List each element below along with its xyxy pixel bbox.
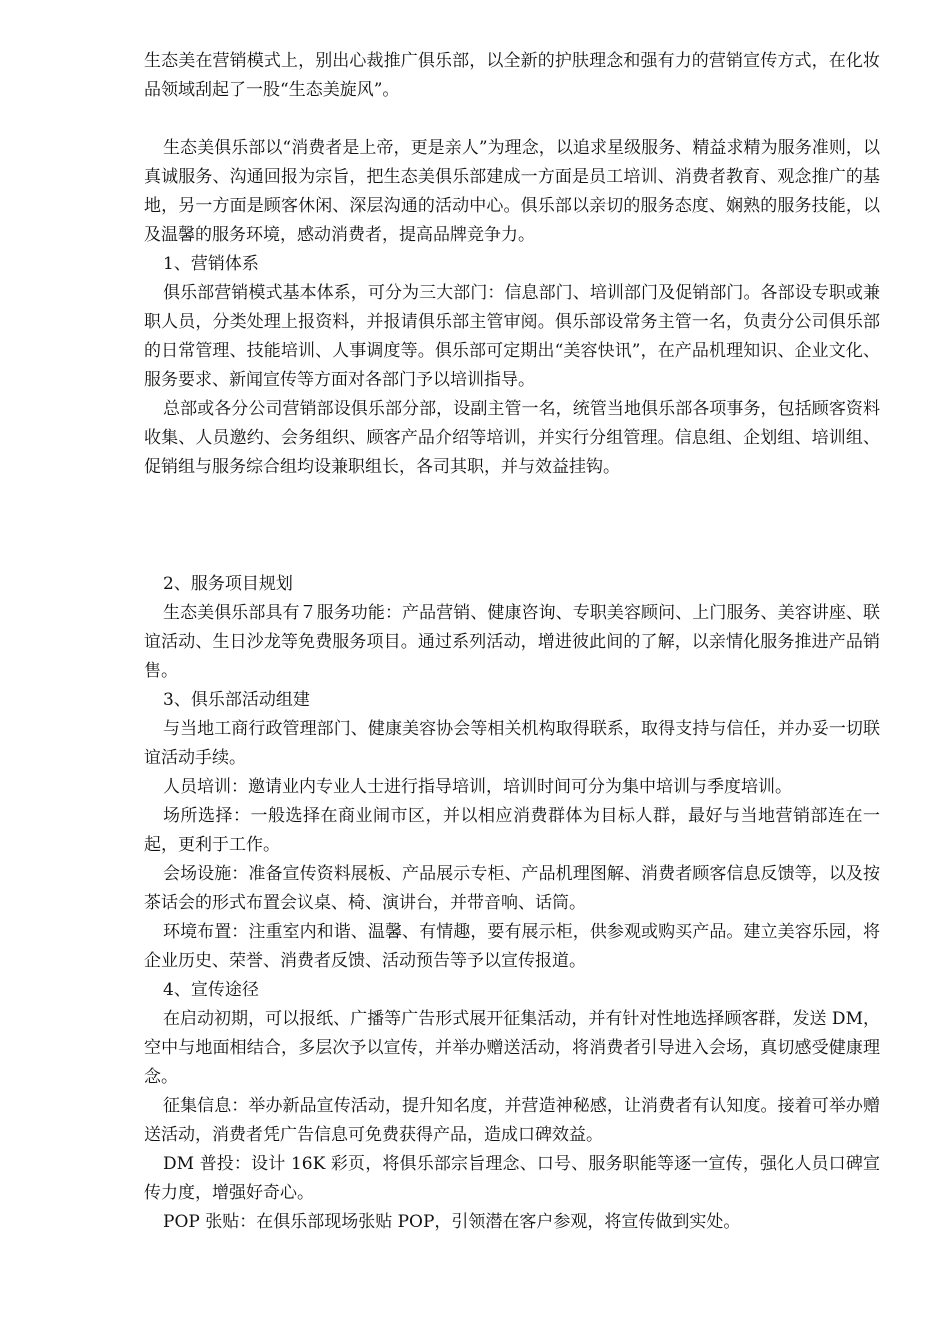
paragraph: DM 普投：设计 16K 彩页，将俱乐部宗旨理念、口号、服务职能等逐一宣传，强化人员口碑宣传力度，增强好奇心。 [144, 1154, 880, 1203]
section-heading-service-planning: 2、服务项目规划 [163, 574, 293, 594]
spacer [144, 482, 880, 570]
paragraph: 总部或各分公司营销部设俱乐部分部，设副主管一名，统管当地俱乐部各项事务，包括顾客资料收集、人员邀约、会务组织、顾客产品介绍等培训，并实行分组管理。信息组、企划组、培训组、促销组与服务综合组均设兼职组长，各司其职，并与效益挂钩。 [144, 399, 880, 477]
paragraph: 会场设施：准备宣传资料展板、产品展示专柜、产品机理图解、消费者顾客信息反馈等，以及按茶话会的形式布置会议桌、椅、演讲台，并带音响、话筒。 [144, 864, 880, 913]
paragraph: 在启动初期，可以报纸、广播等广告形式展开征集活动，并有针对性地选择顾客群，发送 DM，空中与地面相结合，多层次予以宣传，并举办赠送活动，将消费者引导进入会场，真切感受健康理念。 [144, 1009, 880, 1087]
document-page [144, 47, 880, 1237]
paragraph: 环境布置：注重室内和谐、温馨、有情趣，要有展示柜，供参观或购买产品。建立美容乐园，将企业历史、荣誉、消费者反馈、活动预告等予以宣传报道。 [144, 922, 880, 971]
paragraph: 与当地工商行政管理部门、健康美容协会等相关机构取得联系，取得支持与信任，并办妥一切联谊活动手续。 [144, 719, 880, 768]
section-heading-club-activities: 3、俱乐部活动组建 [163, 690, 310, 710]
paragraph: 生态美俱乐部具有７服务功能：产品营销、健康咨询、专职美容顾问、上门服务、美容讲座、联谊活动、生日沙龙等免费服务项目。通过系列活动，增进彼此间的了解，以亲情化服务推进产品销售。 [144, 603, 880, 681]
paragraph: 场所选择：一般选择在商业闹市区，并以相应消费群体为目标人群，最好与当地营销部连在一起，更利于工作。 [144, 806, 880, 855]
paragraph: 征集信息：举办新品宣传活动，提升知名度，并营造神秘感，让消费者有认知度。接着可举办赠送活动，消费者凭广告信息可免费获得产品，造成口碑效益。 [144, 1096, 880, 1145]
spacer [144, 105, 880, 134]
paragraph: POP 张贴：在俱乐部现场张贴 POP，引领潜在客户参观，将宣传做到实处。 [163, 1212, 741, 1232]
section-heading-promotion-channels: 4、宣传途径 [163, 980, 259, 1000]
intro-paragraph: 生态美在营销模式上，别出心裁推广俱乐部，以全新的护肤理念和强有力的营销宣传方式，在化妆品领域刮起了一股“生态美旋风”。 [144, 51, 880, 100]
club-philosophy-paragraph: 生态美俱乐部以“消费者是上帝，更是亲人”为理念，以追求星级服务、精益求精为服务准则，以真诚服务、沟通回报为宗旨，把生态美俱乐部建成一方面是员工培训、消费者教育、观念推广的基地，另一方面是顾客休闲、深层沟通的活动中心。俱乐部以亲切的服务态度、娴熟的服务技能，以及温馨的服务环境，感动消费者，提高品牌竞争力。 [144, 138, 880, 245]
paragraph: 俱乐部营销模式基本体系，可分为三大部门：信息部门、培训部门及促销部门。各部设专职或兼职人员，分类处理上报资料，并报请俱乐部主管审阅。俱乐部设常务主管一名，负责分公司俱乐部的日常管理、技能培训、人事调度等。俱乐部可定期出“美容快讯”，在产品机理知识、企业文化、服务要求、新闻宣传等方面对各部门予以培训指导。 [144, 283, 880, 390]
section-heading-marketing-system: 1、营销体系 [163, 254, 259, 274]
paragraph: 人员培训：邀请业内专业人士进行指导培训，培训时间可分为集中培训与季度培训。 [163, 777, 792, 797]
